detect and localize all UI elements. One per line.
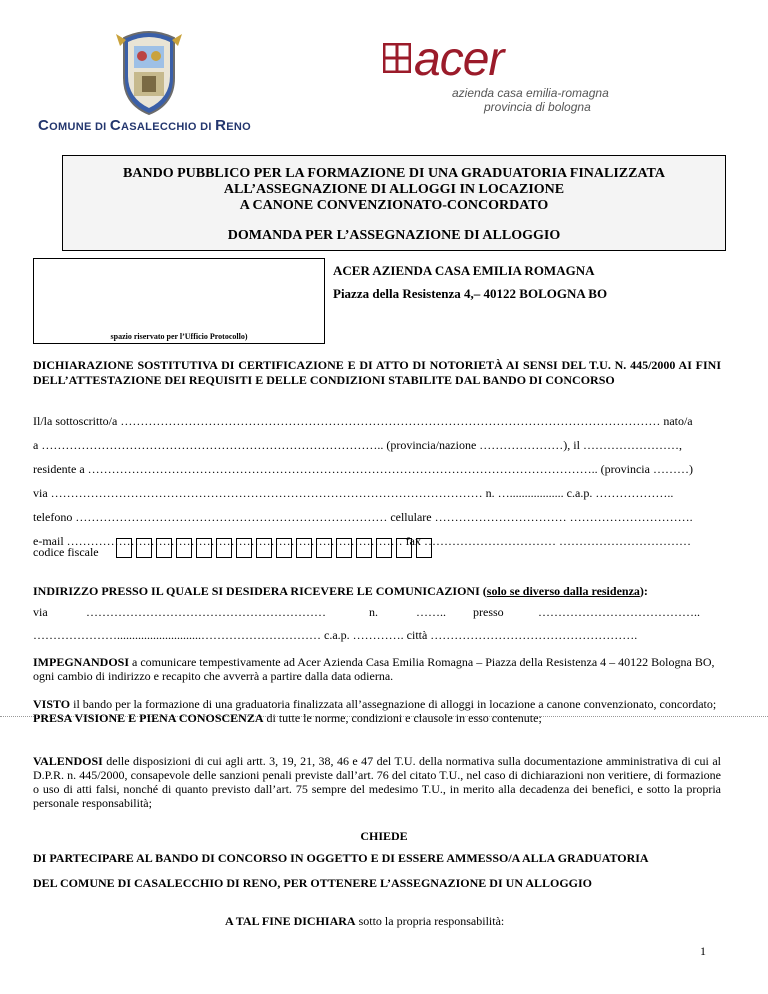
- page-number: 1: [700, 944, 706, 958]
- title-line-2: ALL’ASSEGNAZIONE DI ALLOGGI IN LOCAZIONE: [223, 182, 565, 197]
- dichiara-line: A TAL FINE DICHIARA sotto la propria responsabilità:: [225, 914, 505, 928]
- addr-via-field[interactable]: ……………………………………………………: [86, 605, 326, 619]
- cf-char-box[interactable]: [176, 538, 192, 558]
- field-telefono[interactable]: telefono …………………………………………………………………… cellulare …………………………… ………………………….: [33, 510, 693, 524]
- acer-logo-icon: [383, 43, 411, 73]
- addr-n-label: n.: [369, 605, 378, 619]
- comune-logo-text: COMUNE DI CASALECCHIO DI RENO: [38, 117, 251, 134]
- acer-logo-word: acer: [414, 33, 504, 86]
- field-sottoscritto[interactable]: Il/la sottoscritto/a ……………………………………………………………………………………………………………………… nato/a: [33, 414, 693, 428]
- request-line-1: DI PARTECIPARE AL BANDO DI CONCORSO IN OGGETTO E DI ESSERE AMMESSO/A ALLA GRADUATORIA: [33, 851, 649, 865]
- valendosi-paragraph: VALENDOSI delle disposizioni di cui agli artt. 3, 19, 21, 38, 46 e 47 del T.U. della normativa sulla documentazione amministrativa di cui al D.P.R. n. 445/2000, consapevole delle sanzioni penali previste dall’art. 76 del citato T.U., nel caso di dichiarazioni non veritiere, di formazione o uso di atti falsi, nonché di quanto previsto dall’art. 75 sempre del medesimo T.U., in merito alla decadenza dei benefici, e sotto la propria personale responsabilità;: [33, 754, 721, 810]
- cf-char-box[interactable]: [316, 538, 332, 558]
- addr-presso-label: presso: [473, 605, 504, 619]
- cf-char-box[interactable]: [416, 538, 432, 558]
- codice-fiscale-boxes[interactable]: [116, 538, 432, 558]
- cf-char-box[interactable]: [376, 538, 392, 558]
- recipient-name: ACER AZIENDA CASA EMILIA ROMAGNA: [333, 263, 595, 278]
- commitment-paragraph: IMPEGNANDOSI a comunicare tempestivamente ad Acer Azienda Casa Emilia Romagna – Piazza della Resistenza 4 – 40122 Bologna BO, ogni cambio di indirizzo e recapito che avverrà a partire dalla data odierna.: [33, 655, 715, 683]
- cf-char-box[interactable]: [116, 538, 132, 558]
- title-line-4: DOMANDA PER L’ASSEGNAZIONE DI ALLOGGIO: [227, 228, 561, 243]
- cf-char-box[interactable]: [336, 538, 352, 558]
- addr-presso-field[interactable]: …………………………………..: [538, 605, 700, 619]
- codice-fiscale-label: codice fiscale: [33, 545, 99, 559]
- cf-char-box[interactable]: [276, 538, 292, 558]
- protocol-caption: spazio riservato per l’Ufficio Protocollo): [110, 332, 248, 341]
- cf-char-box[interactable]: [136, 538, 152, 558]
- title-box: [62, 155, 726, 251]
- field-nascita[interactable]: a ………………………………………………………………………….. (provincia/nazione …………………), il ……………………,: [33, 438, 682, 452]
- cf-char-box[interactable]: [236, 538, 252, 558]
- recipient-address: Piazza della Resistenza 4,– 40122 BOLOGNA BO: [333, 286, 608, 301]
- comune-crest-logo: [112, 28, 186, 116]
- addr-n-field[interactable]: ……..: [416, 605, 446, 619]
- addr-via-label: via: [33, 605, 48, 619]
- chiede-heading: CHIEDE: [360, 829, 408, 843]
- field-email[interactable]: e-mail ………………………………………………………………………… fax …………………………… ……………………………: [33, 534, 691, 548]
- visto-paragraph: VISTO il bando per la formazione di una graduatoria finalizzata all’assegnazione di alloggi in locazione a canone convenzionato, concordato; PRESA VISIONE E PIENA CONOSCENZA di tutte le norme, condizioni e clausole in esso contenute;: [33, 697, 717, 725]
- cf-char-box[interactable]: [256, 538, 272, 558]
- acer-subtitle-1: azienda casa emilia-romagna: [452, 86, 609, 100]
- cf-char-box[interactable]: [296, 538, 312, 558]
- addr-cap-citta-field[interactable]: …………………............................………………………… c.a.p. …………. città …………………………………………….: [33, 628, 638, 642]
- request-line-2: DEL COMUNE DI CASALECCHIO DI RENO, PER OTTENERE L’ASSEGNAZIONE DI UN ALLOGGIO: [33, 876, 592, 890]
- cf-char-box[interactable]: [356, 538, 372, 558]
- declaration-heading: DICHIARAZIONE SOSTITUTIVA DI CERTIFICAZIONE E DI ATTO DI NOTORIETÀ AI SENSI DEL T.U. N. 445/2000 AI FINI DELL’ATTESTAZIONE DEI REQUISITI E DELLE CONDIZIONI STABILITE DAL BANDO DI CONCORSO: [33, 358, 721, 387]
- field-via[interactable]: via ……………………………………………………………………………………………… n. ….................. c.a.p. ………………..: [33, 486, 674, 500]
- acer-subtitle-2: provincia di bologna: [484, 100, 591, 114]
- protocol-box[interactable]: [33, 258, 325, 344]
- cf-char-box[interactable]: [396, 538, 412, 558]
- field-residenza[interactable]: residente a ……………………………………………………………………………………………………………….. (provincia ………): [33, 462, 693, 476]
- cf-char-box[interactable]: [196, 538, 212, 558]
- cf-char-box[interactable]: [216, 538, 232, 558]
- title-line-3: A CANONE CONVENZIONATO-CONCORDATO: [239, 198, 549, 213]
- title-line-1: BANDO PUBBLICO PER LA FORMAZIONE DI UNA GRADUATORIA FINALIZZATA: [123, 166, 665, 181]
- cf-char-box[interactable]: [156, 538, 172, 558]
- address-heading: INDIRIZZO PRESSO IL QUALE SI DESIDERA RICEVERE LE COMUNICAZIONI (solo se diverso dalla residenza):: [33, 584, 648, 598]
